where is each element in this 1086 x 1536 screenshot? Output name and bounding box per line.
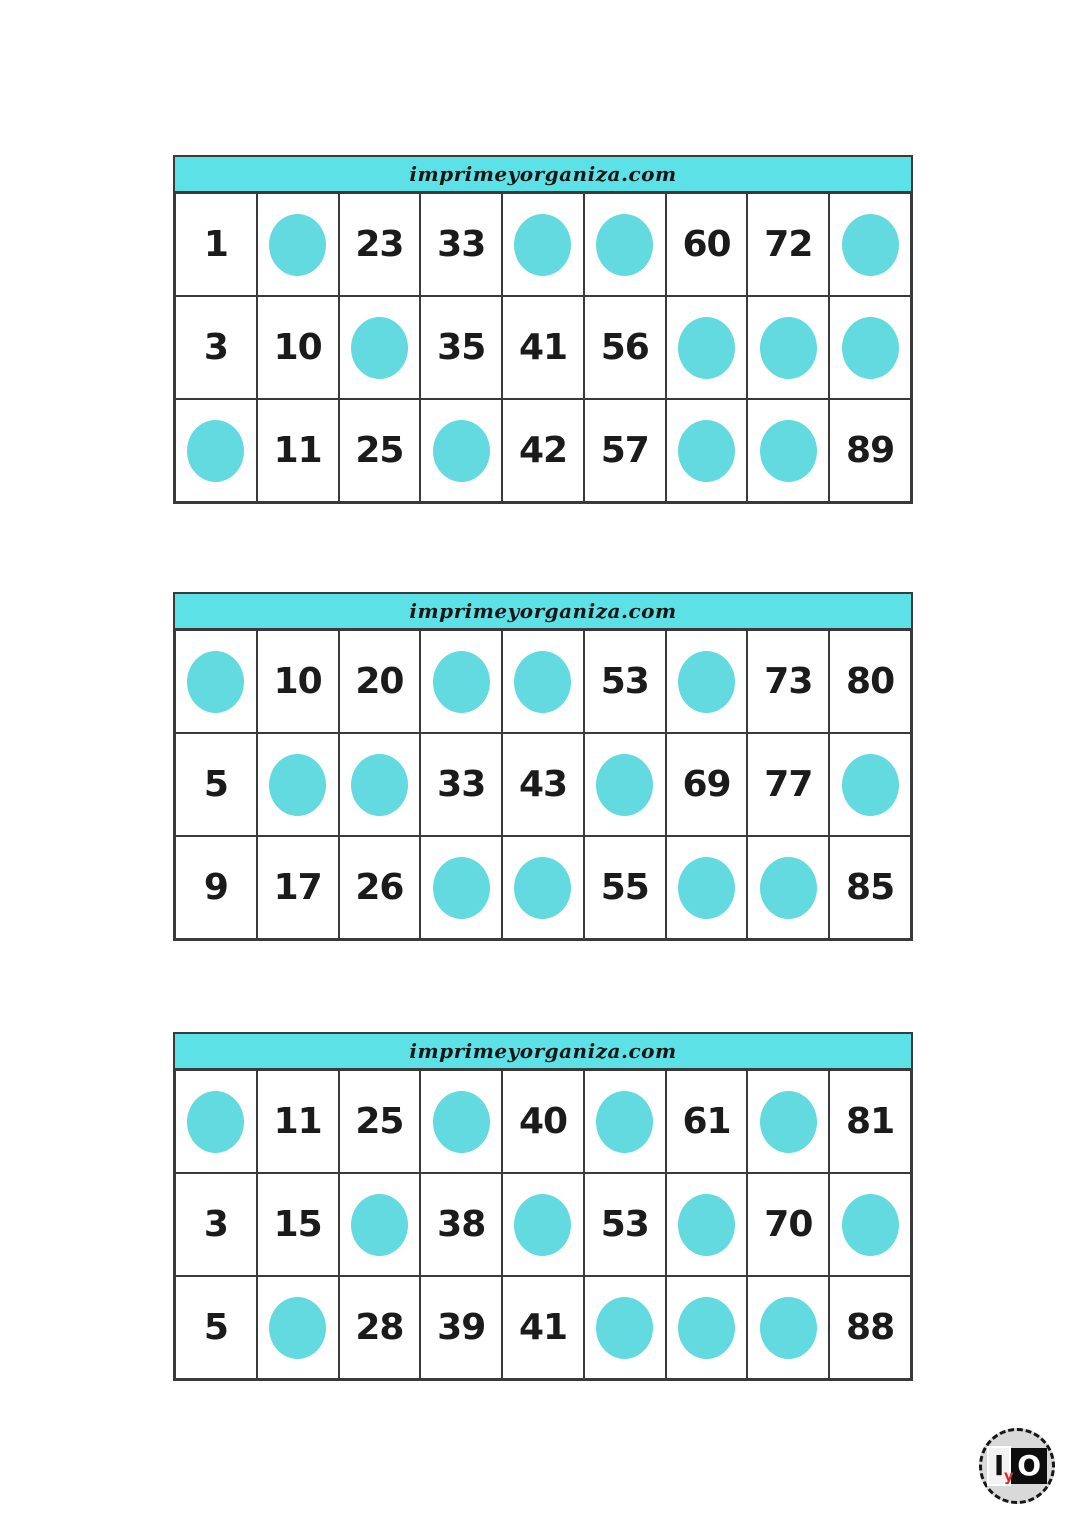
- chip-circle: [351, 317, 408, 379]
- cell-number: 41: [518, 327, 568, 368]
- cell-number: 3: [203, 327, 228, 368]
- imprimeyorganiza-logo: [979, 1428, 1055, 1504]
- number-cell: [175, 733, 257, 836]
- cell-number: 53: [600, 661, 649, 702]
- number-cell: [339, 1276, 421, 1379]
- cell-number: 25: [355, 430, 404, 471]
- number-cell: [257, 1173, 339, 1276]
- cell-number: 41: [518, 1307, 568, 1348]
- number-cell: [747, 1173, 829, 1276]
- blank-chip-cell: [666, 1276, 748, 1379]
- number-cell: [257, 296, 339, 399]
- cell-number: 77: [764, 764, 813, 805]
- blank-chip-cell: [257, 1276, 339, 1379]
- cell-number: 20: [355, 661, 404, 702]
- blank-chip-cell: [666, 399, 748, 502]
- cell-number: 11: [273, 1101, 322, 1142]
- blank-chip-cell: [666, 1173, 748, 1276]
- number-cell: [502, 296, 584, 399]
- cell-number: 80: [846, 661, 895, 702]
- cell-number: 17: [273, 867, 322, 908]
- chip-circle: [269, 214, 326, 276]
- number-cell: [584, 630, 666, 733]
- blank-chip-cell: [257, 193, 339, 296]
- blank-chip-cell: [666, 630, 748, 733]
- number-cell: [829, 399, 911, 502]
- number-cell: [420, 1173, 502, 1276]
- number-cell: [502, 1070, 584, 1173]
- chip-circle: [678, 1297, 735, 1359]
- cell-number: 40: [518, 1101, 568, 1142]
- chip-circle: [187, 1091, 244, 1153]
- card-header: [173, 155, 913, 191]
- blank-chip-cell: [829, 733, 911, 836]
- logo-letter-o: O: [1011, 1448, 1047, 1484]
- number-cell: [420, 193, 502, 296]
- card-grid: [173, 191, 913, 504]
- site-label: imprimeyorganiza.com: [409, 599, 677, 623]
- cell-number: 53: [600, 1204, 649, 1245]
- number-cell: [502, 733, 584, 836]
- blank-chip-cell: [420, 1070, 502, 1173]
- number-cell: [666, 1070, 748, 1173]
- blank-chip-cell: [584, 1276, 666, 1379]
- cell-number: 81: [846, 1101, 895, 1142]
- number-cell: [339, 836, 421, 939]
- chip-circle: [596, 214, 653, 276]
- bingo-card-3: [173, 1032, 913, 1381]
- blank-chip-cell: [666, 296, 748, 399]
- chip-circle: [678, 1194, 735, 1256]
- blank-chip-cell: [175, 1070, 257, 1173]
- blank-chip-cell: [829, 296, 911, 399]
- chip-circle: [269, 754, 326, 816]
- blank-chip-cell: [747, 296, 829, 399]
- chip-circle: [760, 1297, 817, 1359]
- number-cell: [584, 399, 666, 502]
- chip-circle: [596, 754, 653, 816]
- number-cell: [175, 1276, 257, 1379]
- blank-chip-cell: [584, 193, 666, 296]
- cell-number: 10: [273, 327, 322, 368]
- blank-chip-cell: [747, 836, 829, 939]
- cell-number: 25: [355, 1101, 404, 1142]
- chip-circle: [678, 420, 735, 482]
- number-cell: [829, 1070, 911, 1173]
- logo-letter-i: I: [987, 1446, 1011, 1486]
- blank-chip-cell: [502, 193, 584, 296]
- blank-chip-cell: [175, 630, 257, 733]
- chip-circle: [514, 1194, 571, 1256]
- number-cell: [747, 193, 829, 296]
- cell-number: 39: [437, 1307, 486, 1348]
- number-cell: [502, 1276, 584, 1379]
- blank-chip-cell: [502, 630, 584, 733]
- number-cell: [747, 733, 829, 836]
- blank-chip-cell: [584, 1070, 666, 1173]
- cell-number: 69: [682, 764, 731, 805]
- chip-circle: [678, 317, 735, 379]
- number-cell: [584, 1173, 666, 1276]
- card-grid: [173, 1068, 913, 1381]
- chip-circle: [514, 651, 571, 713]
- number-cell: [339, 193, 421, 296]
- blank-chip-cell: [502, 836, 584, 939]
- chip-circle: [760, 857, 817, 919]
- number-cell: [175, 836, 257, 939]
- number-cell: [257, 399, 339, 502]
- number-cell: [339, 1070, 421, 1173]
- chip-circle: [351, 1194, 408, 1256]
- number-cell: [175, 296, 257, 399]
- cell-number: 3: [203, 1204, 228, 1245]
- cell-number: 56: [600, 327, 649, 368]
- chip-circle: [842, 214, 899, 276]
- chip-circle: [596, 1091, 653, 1153]
- number-cell: [747, 630, 829, 733]
- blank-chip-cell: [502, 1173, 584, 1276]
- number-cell: [339, 630, 421, 733]
- blank-chip-cell: [584, 733, 666, 836]
- blank-chip-cell: [257, 733, 339, 836]
- chip-circle: [596, 1297, 653, 1359]
- blank-chip-cell: [175, 399, 257, 502]
- blank-chip-cell: [420, 630, 502, 733]
- cell-number: 23: [355, 224, 404, 265]
- number-cell: [257, 1070, 339, 1173]
- cell-number: 70: [764, 1204, 813, 1245]
- chip-circle: [187, 420, 244, 482]
- chip-circle: [269, 1297, 326, 1359]
- cell-number: 72: [764, 224, 813, 265]
- cell-number: 61: [682, 1101, 731, 1142]
- blank-chip-cell: [829, 1173, 911, 1276]
- chip-circle: [842, 1194, 899, 1256]
- cell-number: 5: [203, 764, 228, 805]
- number-cell: [829, 836, 911, 939]
- card-header: [173, 592, 913, 628]
- chip-circle: [842, 317, 899, 379]
- cell-number: 26: [355, 867, 404, 908]
- number-cell: [584, 836, 666, 939]
- cell-number: 28: [355, 1307, 404, 1348]
- number-cell: [666, 193, 748, 296]
- blank-chip-cell: [829, 193, 911, 296]
- cell-number: 85: [846, 867, 895, 908]
- chip-circle: [433, 857, 490, 919]
- cell-number: 9: [203, 867, 228, 908]
- number-cell: [257, 836, 339, 939]
- cell-number: 15: [273, 1204, 322, 1245]
- number-cell: [420, 733, 502, 836]
- cell-number: 33: [437, 764, 486, 805]
- cell-number: 5: [203, 1307, 228, 1348]
- chip-circle: [433, 1091, 490, 1153]
- chip-circle: [187, 651, 244, 713]
- chip-circle: [760, 420, 817, 482]
- cell-number: 33: [437, 224, 486, 265]
- site-label: imprimeyorganiza.com: [409, 162, 677, 186]
- cell-number: 55: [600, 867, 649, 908]
- site-label: imprimeyorganiza.com: [409, 1039, 677, 1063]
- chip-circle: [351, 754, 408, 816]
- number-cell: [829, 630, 911, 733]
- number-cell: [339, 399, 421, 502]
- number-cell: [829, 1276, 911, 1379]
- logo-letters: [987, 1446, 1047, 1486]
- bingo-card-2: [173, 592, 913, 941]
- chip-circle: [760, 317, 817, 379]
- card-grid: [173, 628, 913, 941]
- cell-number: 1: [203, 224, 228, 265]
- chip-circle: [514, 214, 571, 276]
- cell-number: 57: [600, 430, 649, 471]
- blank-chip-cell: [747, 1276, 829, 1379]
- cell-number: 10: [273, 661, 322, 702]
- card-header: [173, 1032, 913, 1068]
- chip-circle: [842, 754, 899, 816]
- blank-chip-cell: [747, 399, 829, 502]
- chip-circle: [433, 420, 490, 482]
- chip-circle: [678, 651, 735, 713]
- chip-circle: [678, 857, 735, 919]
- blank-chip-cell: [666, 836, 748, 939]
- blank-chip-cell: [339, 1173, 421, 1276]
- number-cell: [502, 399, 584, 502]
- number-cell: [420, 1276, 502, 1379]
- blank-chip-cell: [339, 733, 421, 836]
- cell-number: 42: [518, 430, 568, 471]
- blank-chip-cell: [747, 1070, 829, 1173]
- cell-number: 43: [518, 764, 568, 805]
- bingo-card-1: [173, 155, 913, 504]
- number-cell: [584, 296, 666, 399]
- cell-number: 88: [846, 1307, 895, 1348]
- cell-number: 89: [846, 430, 895, 471]
- logo-letter-y: y: [1003, 1467, 1014, 1485]
- number-cell: [420, 296, 502, 399]
- cell-number: 11: [273, 430, 322, 471]
- cell-number: 73: [764, 661, 813, 702]
- chip-circle: [514, 857, 571, 919]
- number-cell: [175, 1173, 257, 1276]
- cell-number: 38: [437, 1204, 486, 1245]
- blank-chip-cell: [339, 296, 421, 399]
- number-cell: [666, 733, 748, 836]
- blank-chip-cell: [420, 836, 502, 939]
- chip-circle: [433, 651, 490, 713]
- cell-number: 60: [682, 224, 731, 265]
- number-cell: [257, 630, 339, 733]
- number-cell: [175, 193, 257, 296]
- cell-number: 35: [437, 327, 486, 368]
- blank-chip-cell: [420, 399, 502, 502]
- chip-circle: [760, 1091, 817, 1153]
